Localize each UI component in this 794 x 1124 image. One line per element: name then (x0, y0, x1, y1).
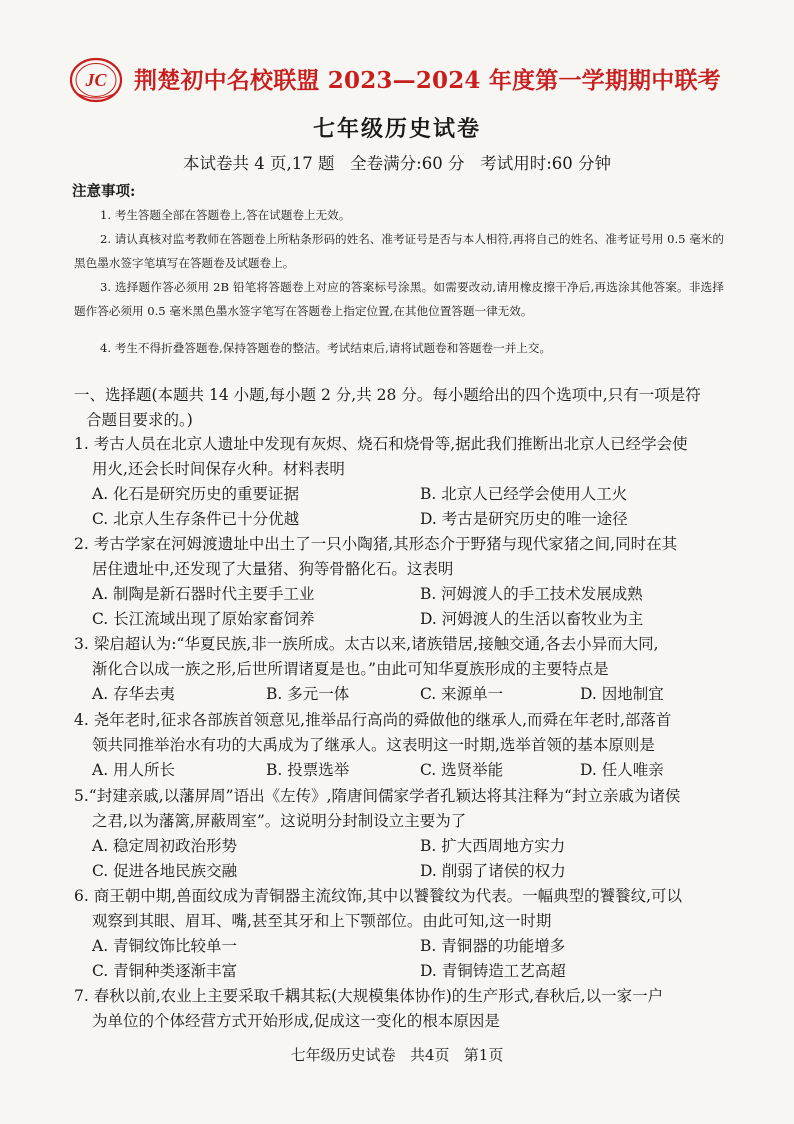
option-c: C. 北京人生存条件已十分优越 (92, 510, 300, 528)
alliance-exam-title: 荆楚初中名校联盟 2023—2024 年度第一学期期中联考 (134, 67, 721, 94)
option-d: D. 任人唯亲 (580, 761, 664, 779)
question-3 (74, 632, 734, 707)
notice-heading: 注意事项: (72, 183, 136, 200)
svg-text:JC: JC (85, 70, 107, 90)
question-7 (74, 984, 734, 1034)
option-b: B. 多元一体 (266, 685, 350, 703)
option-row (74, 758, 734, 783)
question-stem: 观察到其眼、眉耳、嘴,甚至其牙和上下颚部位。由此可知,这一时期 (92, 912, 552, 930)
question-5 (74, 784, 734, 884)
question-stem: 渐化合以成一族之形,后世所谓诸夏是也。”由此可知华夏族形成的主要特点是 (92, 660, 609, 678)
question-6 (74, 884, 734, 984)
option-c: C. 来源单一 (420, 685, 504, 703)
option-row (74, 682, 734, 707)
option-c: C. 促进各地民族交融 (92, 862, 238, 880)
exam-info: 本试卷共 4 页,17 题 全卷满分:60 分 考试用时:60 分钟 (182, 154, 612, 173)
option-c: C. 青铜种类逐渐丰富 (92, 962, 238, 980)
option-a: A. 化石是研究历史的重要证据 (92, 485, 300, 503)
option-d: D. 考古是研究历史的唯一途径 (420, 510, 628, 528)
question-stem: 为单位的个体经营方式开始形成,促成这一变化的根本原因是 (92, 1012, 500, 1030)
option-a: A. 用人所长 (92, 761, 176, 779)
option-b: B. 青铜器的功能增多 (420, 937, 566, 955)
option-b: B. 投票选举 (266, 761, 350, 779)
option-c: C. 选贤举能 (420, 761, 504, 779)
option-row (74, 507, 734, 532)
question-stem: 4. 尧年老时,征求各部族首领意见,推举品行高尚的舜做他的继承人,而舜在年老时,部落首 (74, 711, 672, 729)
option-row (74, 582, 734, 607)
question-stem: 3. 梁启超认为:“华夏民族,非一族所成。太古以来,诸族错居,接触交通,各去小异而大同, (74, 635, 659, 653)
option-b: B. 北京人已经学会使用人工火 (420, 485, 628, 503)
option-b: B. 河姆渡人的手工技术发展成熟 (420, 585, 643, 603)
question-stem: 居住遗址中,还发现了大量猪、狗等骨骼化石。这表明 (92, 560, 454, 578)
option-row (74, 859, 734, 884)
option-row (74, 959, 734, 984)
option-d: D. 削弱了诸侯的权力 (420, 862, 566, 880)
school-alliance-logo (68, 56, 124, 104)
option-b: B. 扩大西周地方实力 (420, 837, 566, 855)
notice-item: 4. 考生不得折叠答题卷,保持答题卷的整洁。考试结束后,请将试题卷和答题卷一并上交。 (100, 341, 552, 355)
question-2 (74, 532, 734, 632)
question-stem: 5.“封建亲戚,以藩屏周”语出《左传》,隋唐间儒家学者孔颖达将其注释为“封立亲戚为诸侯 (74, 787, 681, 805)
notice-item: 2. 请认真核对监考教师在答题卷上所粘条形码的姓名、准考证号是否与本人相符,再将自己的姓名、准考证号用 0.5 毫米的黑色墨水签字笔填写在答题卷及试题卷上。 (74, 232, 724, 270)
question-1 (74, 432, 734, 532)
option-a: A. 青铜纹饰比较单一 (92, 937, 238, 955)
option-a: A. 稳定周初政治形势 (92, 837, 238, 855)
page-footer: 七年级历史试卷 共4页 第1页 (290, 1046, 504, 1064)
notice-item: 1. 考生答题全部在答题卷上,答在试题卷上无效。 (100, 208, 351, 222)
option-a: A. 存华去夷 (92, 685, 176, 703)
option-row (74, 834, 734, 859)
question-stem: 7. 春秋以前,农业上主要采取千耦其耘(大规模集体协作)的生产形式,春秋后,以一家一户 (74, 987, 664, 1005)
option-d: D. 因地制宜 (580, 685, 664, 703)
question-stem: 之君,以为藩篱,屏蔽周室”。这说明分封制设立主要为了 (92, 812, 467, 830)
option-row (74, 607, 734, 632)
option-row (74, 934, 734, 959)
notice-item: 3. 选择题作答必须用 2B 铅笔将答题卷上对应的答案标号涂黑。如需要改动,请用橡皮擦干净后,再选涂其他答案。非选择题作答必须用 0.5 毫米黑色墨水签字笔写在答题卷上指定位置,在其他位置答题一律无效。 (74, 280, 724, 318)
question-stem: 1. 考古人员在北京人遗址中发现有灰烬、烧石和烧骨等,据此我们推断出北京人已经学会使 (74, 435, 688, 453)
exam-title: 七年级历史试卷 (312, 116, 481, 142)
option-d: D. 青铜铸造工艺高超 (420, 962, 566, 980)
question-stem: 2. 考古学家在河姆渡遗址中出土了一只小陶猪,其形态介于野猪与现代家猪之间,同时在其 (74, 535, 678, 553)
question-stem: 领共同推举治水有功的大禹成为了继承人。这表明这一时期,选举首领的基本原则是 (92, 736, 655, 754)
section-heading: 一、选择题(本题共 14 小题,每小题 2 分,共 28 分。每小题给出的四个选项中,只有一项是符 合题目要求的。) (74, 386, 701, 429)
question-stem: 用火,还会长时间保存火种。材料表明 (92, 460, 345, 478)
question-stem: 6. 商王朝中期,兽面纹成为青铜器主流纹饰,其中以饕餮纹为代表。一幅典型的饕餮纹,可以 (74, 887, 682, 905)
header (68, 56, 728, 104)
question-4 (74, 708, 734, 783)
option-a: A. 制陶是新石器时代主要手工业 (92, 585, 315, 603)
option-c: C. 长江流域出现了原始家畜饲养 (92, 610, 315, 628)
option-d: D. 河姆渡人的生活以畜牧业为主 (420, 610, 644, 628)
option-row (74, 482, 734, 507)
